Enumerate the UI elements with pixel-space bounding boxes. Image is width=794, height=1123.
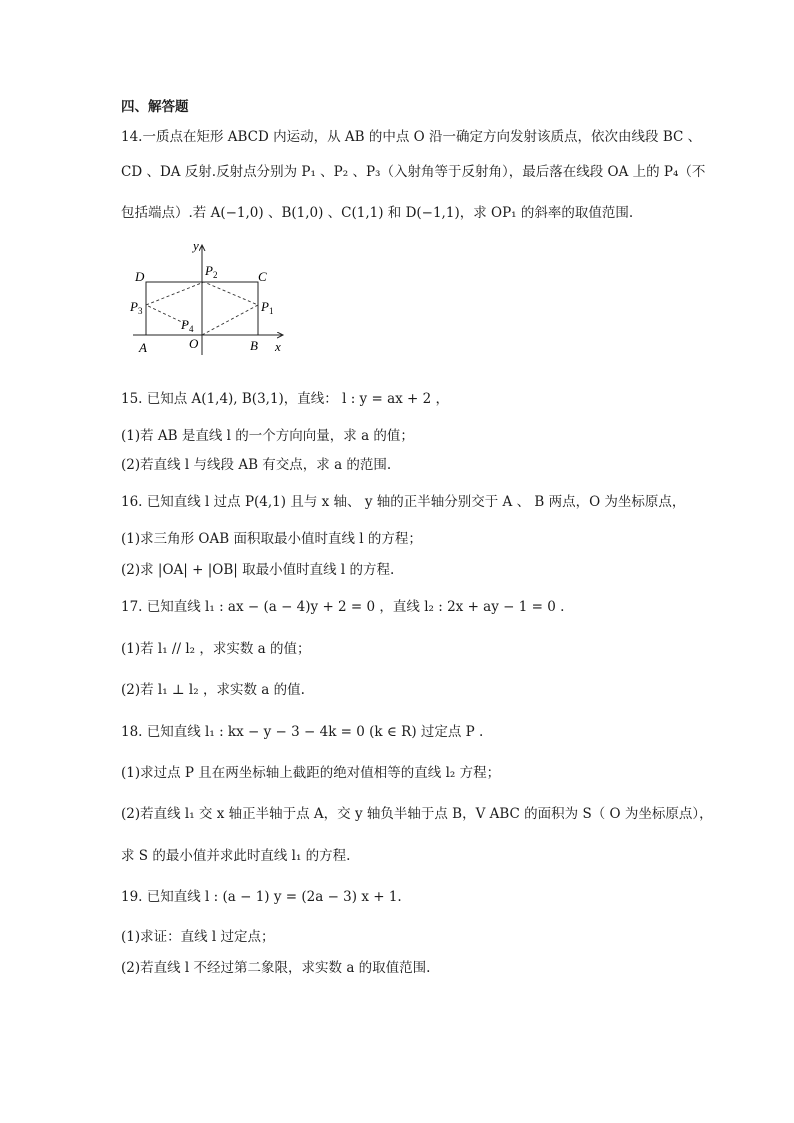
section-title: 四、解答题 <box>121 99 189 115</box>
problem-17-q1: (1)若 l₁ // l₂ ，求实数 a 的值； <box>121 641 311 657</box>
label-x: x <box>275 339 281 354</box>
label-p2: $P_2$ <box>205 263 218 280</box>
label-y: y <box>193 238 199 253</box>
problem-14-line-3: 包括端点）.若 A(−1,0) 、B(1,0) 、C(1,1) 和 D(−1,1)，求 OP₁ 的斜率的取值范围. <box>121 205 634 221</box>
problem-17-stem: 17. 已知直线 l₁ : ax − (a − 4)y + 2 = 0 ，直线 l₂ : 2x + ay − 1 = 0 . <box>121 599 565 615</box>
problem-14-figure <box>125 237 295 367</box>
problem-16-stem: 16. 已知直线 l 过点 P(4,1) 且与 x 轴、 y 轴的正半轴分别交于 A 、 B 两点，O 为坐标原点， <box>121 494 686 510</box>
label-p1: $P_1$ <box>261 299 274 316</box>
problem-19-q1: (1)求证：直线 l 过定点； <box>121 929 275 945</box>
label-b: B <box>250 338 258 353</box>
problem-18-q2-cont: 求 S 的最小值并求此时直线 l₁ 的方程. <box>121 848 351 864</box>
problem-17-q2: (2)若 l₁ ⊥ l₂ ，求实数 a 的值. <box>121 682 305 698</box>
problem-15-q1: (1)若 AB 是直线 l 的一个方向向量，求 a 的值； <box>121 428 414 444</box>
label-o: O <box>189 336 199 351</box>
problem-15-q2: (2)若直线 l 与线段 AB 有交点，求 a 的范围. <box>121 457 392 473</box>
problem-14-line-2: CD 、DA 反射.反射点分别为 P₁ 、P₂ 、P₃（入射角等于反射角），最后落在线段 OA 上的 P₄（不 <box>121 164 706 180</box>
label-d: D <box>135 269 145 284</box>
label-c: C <box>258 269 267 284</box>
label-p4: $P_4$ <box>181 317 194 334</box>
problem-14-line-1: 14.一质点在矩形 ABCD 内运动，从 AB 的中点 O 沿一确定方向发射该质点，依次由线段 BC 、 <box>121 129 702 145</box>
problem-15-stem: 15. 已知点 A(1,4), B(3,1)，直线： l : y = ax + 2 ， <box>121 391 450 407</box>
problem-19-stem: 19. 已知直线 l : (a − 1) y = (2a − 3) x + 1. <box>121 889 402 905</box>
problem-16-q2: (2)求 |OA| + |OB| 取最小值时直线 l 的方程. <box>121 562 395 578</box>
problem-18-q2: (2)若直线 l₁ 交 x 轴正半轴于点 A，交 y 轴负半轴于点 B，V ABC 的面积为 S（ O 为坐标原点）， <box>121 806 713 822</box>
problem-19-q2: (2)若直线 l 不经过第二象限，求实数 a 的取值范围. <box>121 960 431 976</box>
problem-16-q1: (1)求三角形 OAB 面积取最小值时直线 l 的方程； <box>121 531 422 547</box>
label-p3: $P_3$ <box>130 299 143 316</box>
problem-18-stem: 18. 已知直线 l₁ : kx − y − 3 − 4k = 0 (k ∈ R) 过定点 P . <box>121 724 484 740</box>
label-a: A <box>139 340 147 355</box>
problem-18-q1: (1)求过点 P 且在两坐标轴上截距的绝对值相等的直线 l₂ 方程； <box>121 765 501 781</box>
